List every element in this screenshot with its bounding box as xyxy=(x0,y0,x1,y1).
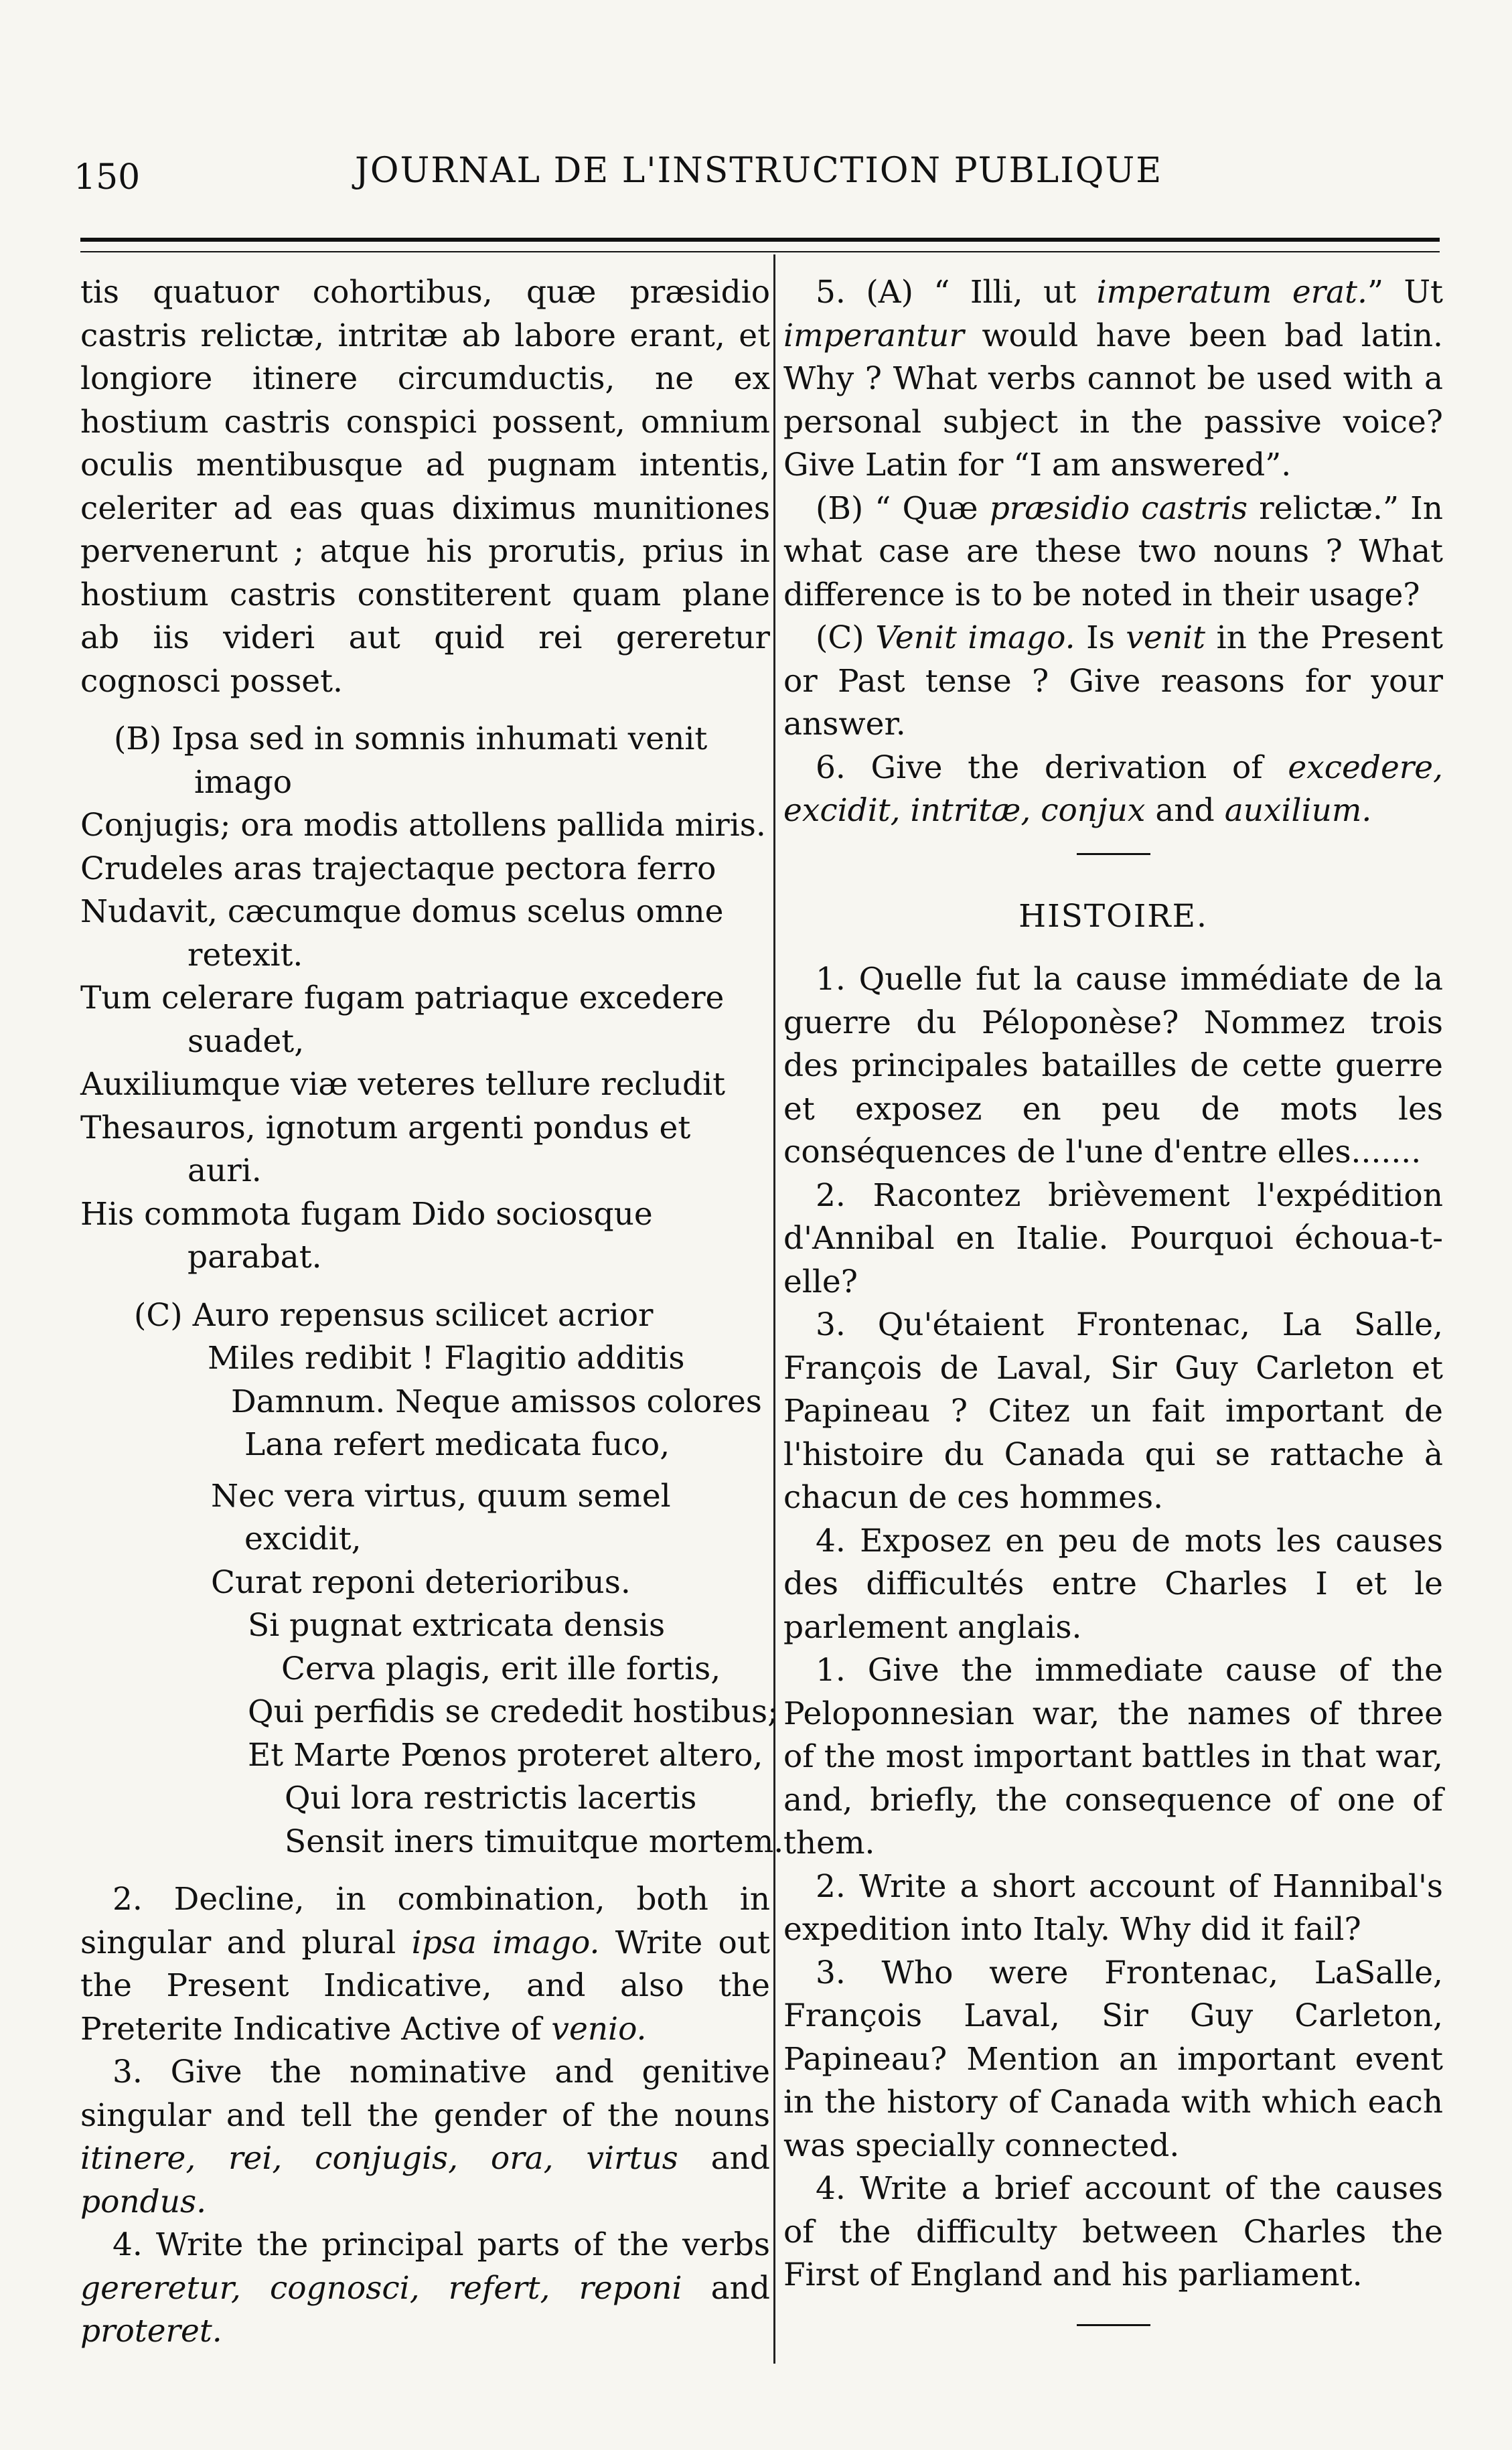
history-question-fr-4: 4. Exposez en peu de mots les causes des difficultés entre Charles I et le parlement anglais. xyxy=(783,1522,1443,1646)
verse-line: (C) Auro repensus scilicet acrior xyxy=(134,1296,654,1334)
question-3: 3. Give the nominative and genitive singular and tell the gender of the nouns itinere, rei, conjugis, ora, virtus and pondus. xyxy=(80,2054,771,2220)
verse-line: Nudavit, cæcumque domus scelus omne retexit. xyxy=(80,893,724,974)
history-question-fr-1: 1. Quelle fut la cause immédiate de la guerre du Péloponèse? Nommez trois des principales batailles de cette guerre et exposez en peu de mots les conséquences de l'une d'entre elles....... xyxy=(783,961,1443,1170)
history-question-en-2: 2. Write a short account of Hannibal's expedition into Italy. Why did it fail? xyxy=(783,1867,1443,1948)
right-column xyxy=(783,271,1443,2366)
verse-line: Qui lora restrictis lacertis xyxy=(285,1780,697,1817)
verse-line: Sensit iners timuitque mortem. xyxy=(285,1823,784,1860)
question-4: 4. Write the principal parts of the verbs gereretur, cognosci, refert, reponi and proteret. xyxy=(80,2226,771,2350)
verse-line: Damnum. Neque amissos colores xyxy=(231,1383,762,1420)
section-heading-histoire: HISTOIRE. xyxy=(1018,897,1208,935)
header-rule xyxy=(80,238,1440,242)
history-question-fr-3: 3. Qu'étaient Frontenac, La Salle, François de Laval, Sir Guy Carleton et Papineau ? Citez un fait important de l'histoire du Canada qui se rattache à chacun de ces hommes. xyxy=(783,1306,1443,1516)
caesar-passage: tis quatuor cohortibus, quæ præsidio castris relictæ, intritæ ab labore erant, et longiore itinere circumductis, ne ex hostium castris conspici possent, omnium oculis mentibusque ad pugnam intentis, celeriter ad eas quas diximus munitiones pervenerunt ; atque his prorutis, prius in hostium castris constiterent quam plane ab iis videri aut quid rei gereretur cognosci posset. xyxy=(80,274,770,700)
end-divider xyxy=(1077,2324,1150,2326)
verse-line: Tum celerare fugam patriaque excedere suadet, xyxy=(80,980,725,1060)
passage-b-label: (B) xyxy=(114,720,162,757)
verse-line: Qui perfidis se crededit hostibus; xyxy=(248,1693,778,1730)
column-divider xyxy=(773,254,775,2364)
question-5b: (B) “ Quæ præsidio castris relictæ.” In what case are these two nouns ? What difference is to be noted in their usage? xyxy=(783,489,1443,613)
question-5c: (C) Venit imago. Is venit in the Present or Past tense ? Give reasons for your answer. xyxy=(783,619,1444,743)
verse-line: Auxiliumque viæ veteres tellure recludit xyxy=(80,1066,726,1103)
verse-line: Thesauros, ignotum argenti pondus et auri. xyxy=(80,1109,691,1189)
verse-line: Miles redibit ! Flagitio additis xyxy=(208,1340,685,1377)
history-question-fr-2: 2. Racontez brièvement l'expédition d'Annibal en Italie. Pourquoi échoua-t-elle? xyxy=(783,1176,1443,1300)
page-number: 150 xyxy=(74,157,141,198)
verse-line: Nec vera virtus, quum semel excidit, xyxy=(211,1477,671,1557)
passage-b xyxy=(80,718,770,1280)
section-divider xyxy=(1077,853,1150,855)
history-question-en-3: 3. Who were Frontenac, LaSalle, François Laval, Sir Guy Carleton, Papineau? Mention an important event in the history of Canada with which each was specially connected. xyxy=(783,1954,1443,2164)
verse-line: Et Marte Pœnos proteret altero, xyxy=(248,1736,763,1774)
header-rule-thin xyxy=(80,251,1440,252)
question-2: 2. Decline, in combination, both in singular and plural ipsa imago. Write out the Present Indicative, and also the Preterite Indicative Active of venio. xyxy=(80,1881,770,2048)
page-header xyxy=(74,151,1440,211)
running-head: JOURNAL DE L'INSTRUCTION PUBLIQUE xyxy=(355,151,1163,191)
verse-line: (B) Ipsa sed in somnis inhumati venit imago xyxy=(114,720,708,801)
verse-line: Cerva plagis, erit ille fortis, xyxy=(281,1650,721,1687)
verse-line: Si pugnat extricata densis xyxy=(248,1607,666,1644)
passage-c xyxy=(80,1294,784,1864)
verse-line: His commota fugam Dido sociosque parabat. xyxy=(80,1195,653,1276)
passage-c-label: (C) xyxy=(134,1296,183,1334)
verse-line: Crudeles aras trajectaque pectora ferro xyxy=(80,850,716,887)
left-column xyxy=(80,271,784,2354)
verse-line: Conjugis; ora modis attollens pallida miris. xyxy=(80,807,766,844)
question-6: 6. Give the derivation of excedere, excidit, intritæ, conjux and auxilium. xyxy=(783,749,1443,829)
question-5a: 5. (A) “ Illi, ut imperatum erat.” Ut imperantur would have been bad latin. Why ? What verbs cannot be used with a personal subject in the passive voice? Give Latin for “I am answered”. xyxy=(783,274,1443,483)
verse-line: Curat reponi deterioribus. xyxy=(211,1563,631,1601)
verse-line: Lana refert medicata fuco, xyxy=(244,1426,670,1463)
history-question-en-1: 1. Give the immediate cause of the Peloponnesian war, the names of three of the most important battles in that war, and, briefly, the consequence of one of them. xyxy=(783,1652,1443,1861)
history-question-en-4: 4. Write a brief account of the causes of the difficulty between Charles the First of England and his parliament. xyxy=(783,2170,1443,2293)
